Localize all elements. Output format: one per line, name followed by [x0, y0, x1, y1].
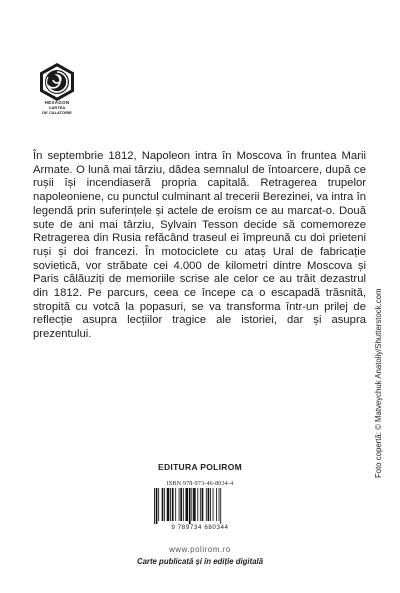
barcode-bar [179, 488, 180, 521]
blurb-text: În septembrie 1812, Napoleon intra în Moscova în fruntea Marii Armate. O lună mai târziu, dădea semnalul de întoarcere, după ce rușii își incendiaseră propria capitală. Retragerea trupelor napoleoniene, cu punctul culminant al trecerii Berezinei, va intra în legendă prin suferințele și actele de eroism ce au marcat-o. Două sute de ani mai târziu, Sylvain Tesson decide să comemoreze Retragerea din Rusia refăcând traseul ei împreună cu doi prieteni ruși și doi francezi. În motociclete cu ataș Ural de fabricație sovietică, vor străbate cei 4.000 de kilometri dintre Moscova și Paris călăuziți de memoriile scrise ale celor ce au trăit dezastrul din 1812. Pe parcurs, ceea ce începe ca o escapadă trăsnită, stropită cu votcă la popasuri, se va transforma într-un prilej de reflecție asupra lecțiilor tragice ale istoriei, dar și asupra prezentului. [33, 150, 366, 341]
hexagon-collection-logo [30, 62, 84, 138]
isbn-text: ISBN 978-973-46-8034-4 [166, 481, 234, 487]
photo-credit: Foto copertă: © Matveychuk Anatoliy/Shutterstock.com [374, 288, 383, 478]
barcode-bar [189, 488, 191, 524]
barcode-number: 9 789734 680344 [171, 524, 229, 531]
barcode-bar [162, 488, 164, 521]
barcode-bars [154, 488, 246, 524]
publisher-name: EDITURA POLIROM [158, 462, 242, 472]
barcode-bar [216, 488, 217, 521]
barcode-bar [175, 488, 176, 521]
barcode-bar [197, 488, 198, 521]
barcode-bar [213, 488, 214, 521]
publisher-website[interactable]: www.polirom.ro [169, 545, 231, 554]
logo-title: HEXAGON [44, 100, 70, 105]
barcode-bar [220, 488, 221, 524]
barcode-bar [193, 488, 196, 521]
barcode-bar [183, 488, 184, 521]
logo-subtitle-2: DE CALATORIE [42, 110, 72, 115]
barcode-bar [154, 488, 155, 524]
barcode-bar [206, 488, 207, 521]
barcode-bar [170, 488, 171, 521]
barcode-bar [208, 488, 210, 521]
book-blurb [33, 150, 366, 342]
logo-subtitle-1: CARTEA [48, 105, 66, 110]
hexagon-logo-icon [37, 62, 77, 102]
barcode-bar [210, 488, 211, 521]
barcode-graphic [154, 488, 246, 524]
digital-edition-note: Carte publicată și în ediție digitală [136, 557, 264, 566]
barcode-bar [200, 488, 201, 521]
barcode-bar [164, 488, 165, 521]
barcode-bar [158, 488, 159, 521]
barcode-bar [185, 488, 188, 521]
barcode-bar [202, 488, 204, 521]
barcode-bar [172, 488, 174, 521]
barcode-bar [180, 488, 182, 521]
isbn-barcode [148, 480, 252, 534]
barcode-bar [219, 488, 220, 521]
barcode-bar [156, 488, 158, 524]
barcode-bar [191, 488, 192, 521]
barcode-bar [167, 488, 170, 521]
